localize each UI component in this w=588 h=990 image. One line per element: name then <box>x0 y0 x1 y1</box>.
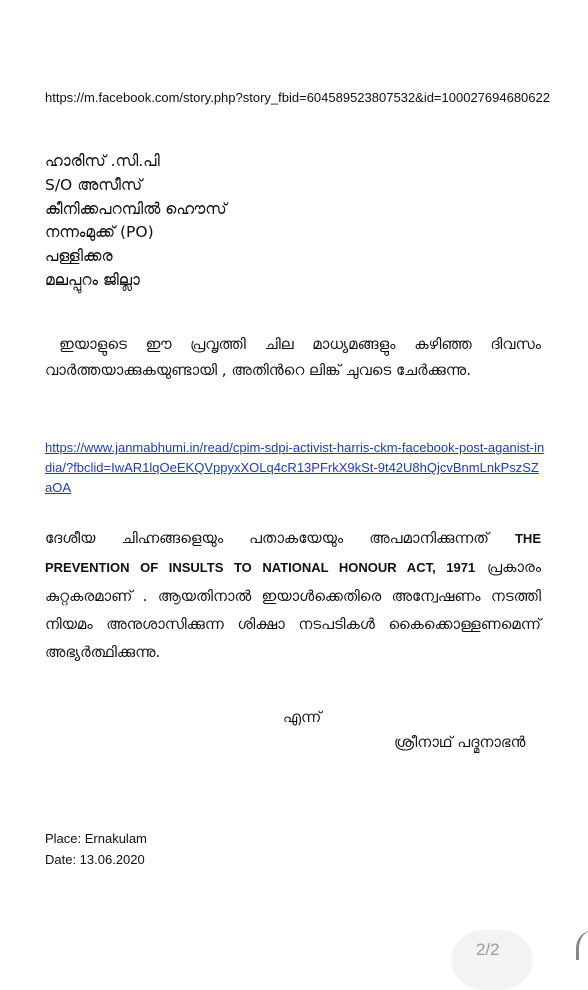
address-post-office: നന്നംമുക്ക് (PO) <box>45 223 154 242</box>
address-house: കീനിക്കപറമ്പിൽ ഹൌസ് <box>45 199 227 218</box>
address-name: ഹാരിസ് .സി.പി <box>45 152 160 170</box>
address-parent: S/O അസീസ് <box>45 175 143 194</box>
source-url: https://m.facebook.com/story.php?story_fbid=604589523807532&id=100027694680622 <box>45 90 550 105</box>
article-link[interactable]: https://www.janmabhumi.in/read/cpim-sdpi-activist-harris-ckm-facebook-post-aganist-india/?fbclid=IwAR1lqOeEKQVppyxXOLq4cR13PFrkX9kSt-9t42U8hQjcvBnmLnkPszSZaOA <box>45 440 545 495</box>
closing-word: എന്ന് <box>283 708 322 726</box>
page-edge <box>576 930 588 960</box>
signature-name: ശ്രീനാഥ് പദ്മനാഭൻ <box>394 733 526 751</box>
page-indicator-bubble <box>452 930 532 990</box>
address-locality: പള്ളിക്കര <box>45 247 113 266</box>
place-line: Place: Ernakulam <box>45 831 147 846</box>
date-line: Date: 13.06.2020 <box>45 852 145 867</box>
paragraph-news-coverage: ഇയാളുടെ ഈ പ്രവൃത്തി ചില മാധ്യമങ്ങളും കഴിഞ്ഞ ദിവസം വാർത്തയാക്കുകയുണ്ടായി , അതിൻറെ ലിങ്ക് ചുവടെ ചേർക്കുന്നു. <box>45 335 541 379</box>
place-date-block <box>45 828 147 870</box>
paragraph-complaint <box>45 524 541 666</box>
page-indicator: 2/2 <box>476 940 500 959</box>
address-district: മലപ്പുറം ജില്ലാ <box>45 270 140 289</box>
address-block <box>45 150 227 293</box>
complaint-text-end: പ്രകാരം കുറ്റകരമാണ് . ആയതിനാൽ ഇയാൾക്കെതിരെ അന്വേഷണം നടത്തി നിയമം അനുശാസിക്കുന്ന ശിക്ഷാ നടപടികൾ കൈക്കൊള്ളണമെന്ന് അഭ്യർത്ഥിക്കുന്നു. <box>45 558 541 661</box>
complaint-text-start: ദേശീയ ചിഹ്നങ്ങളെയും പതാകയേയും അപമാനിക്കുന്നത് <box>45 529 489 547</box>
act-name: THE PREVENTION OF INSULTS TO NATIONAL HONOUR ACT, 1971 <box>45 531 541 575</box>
